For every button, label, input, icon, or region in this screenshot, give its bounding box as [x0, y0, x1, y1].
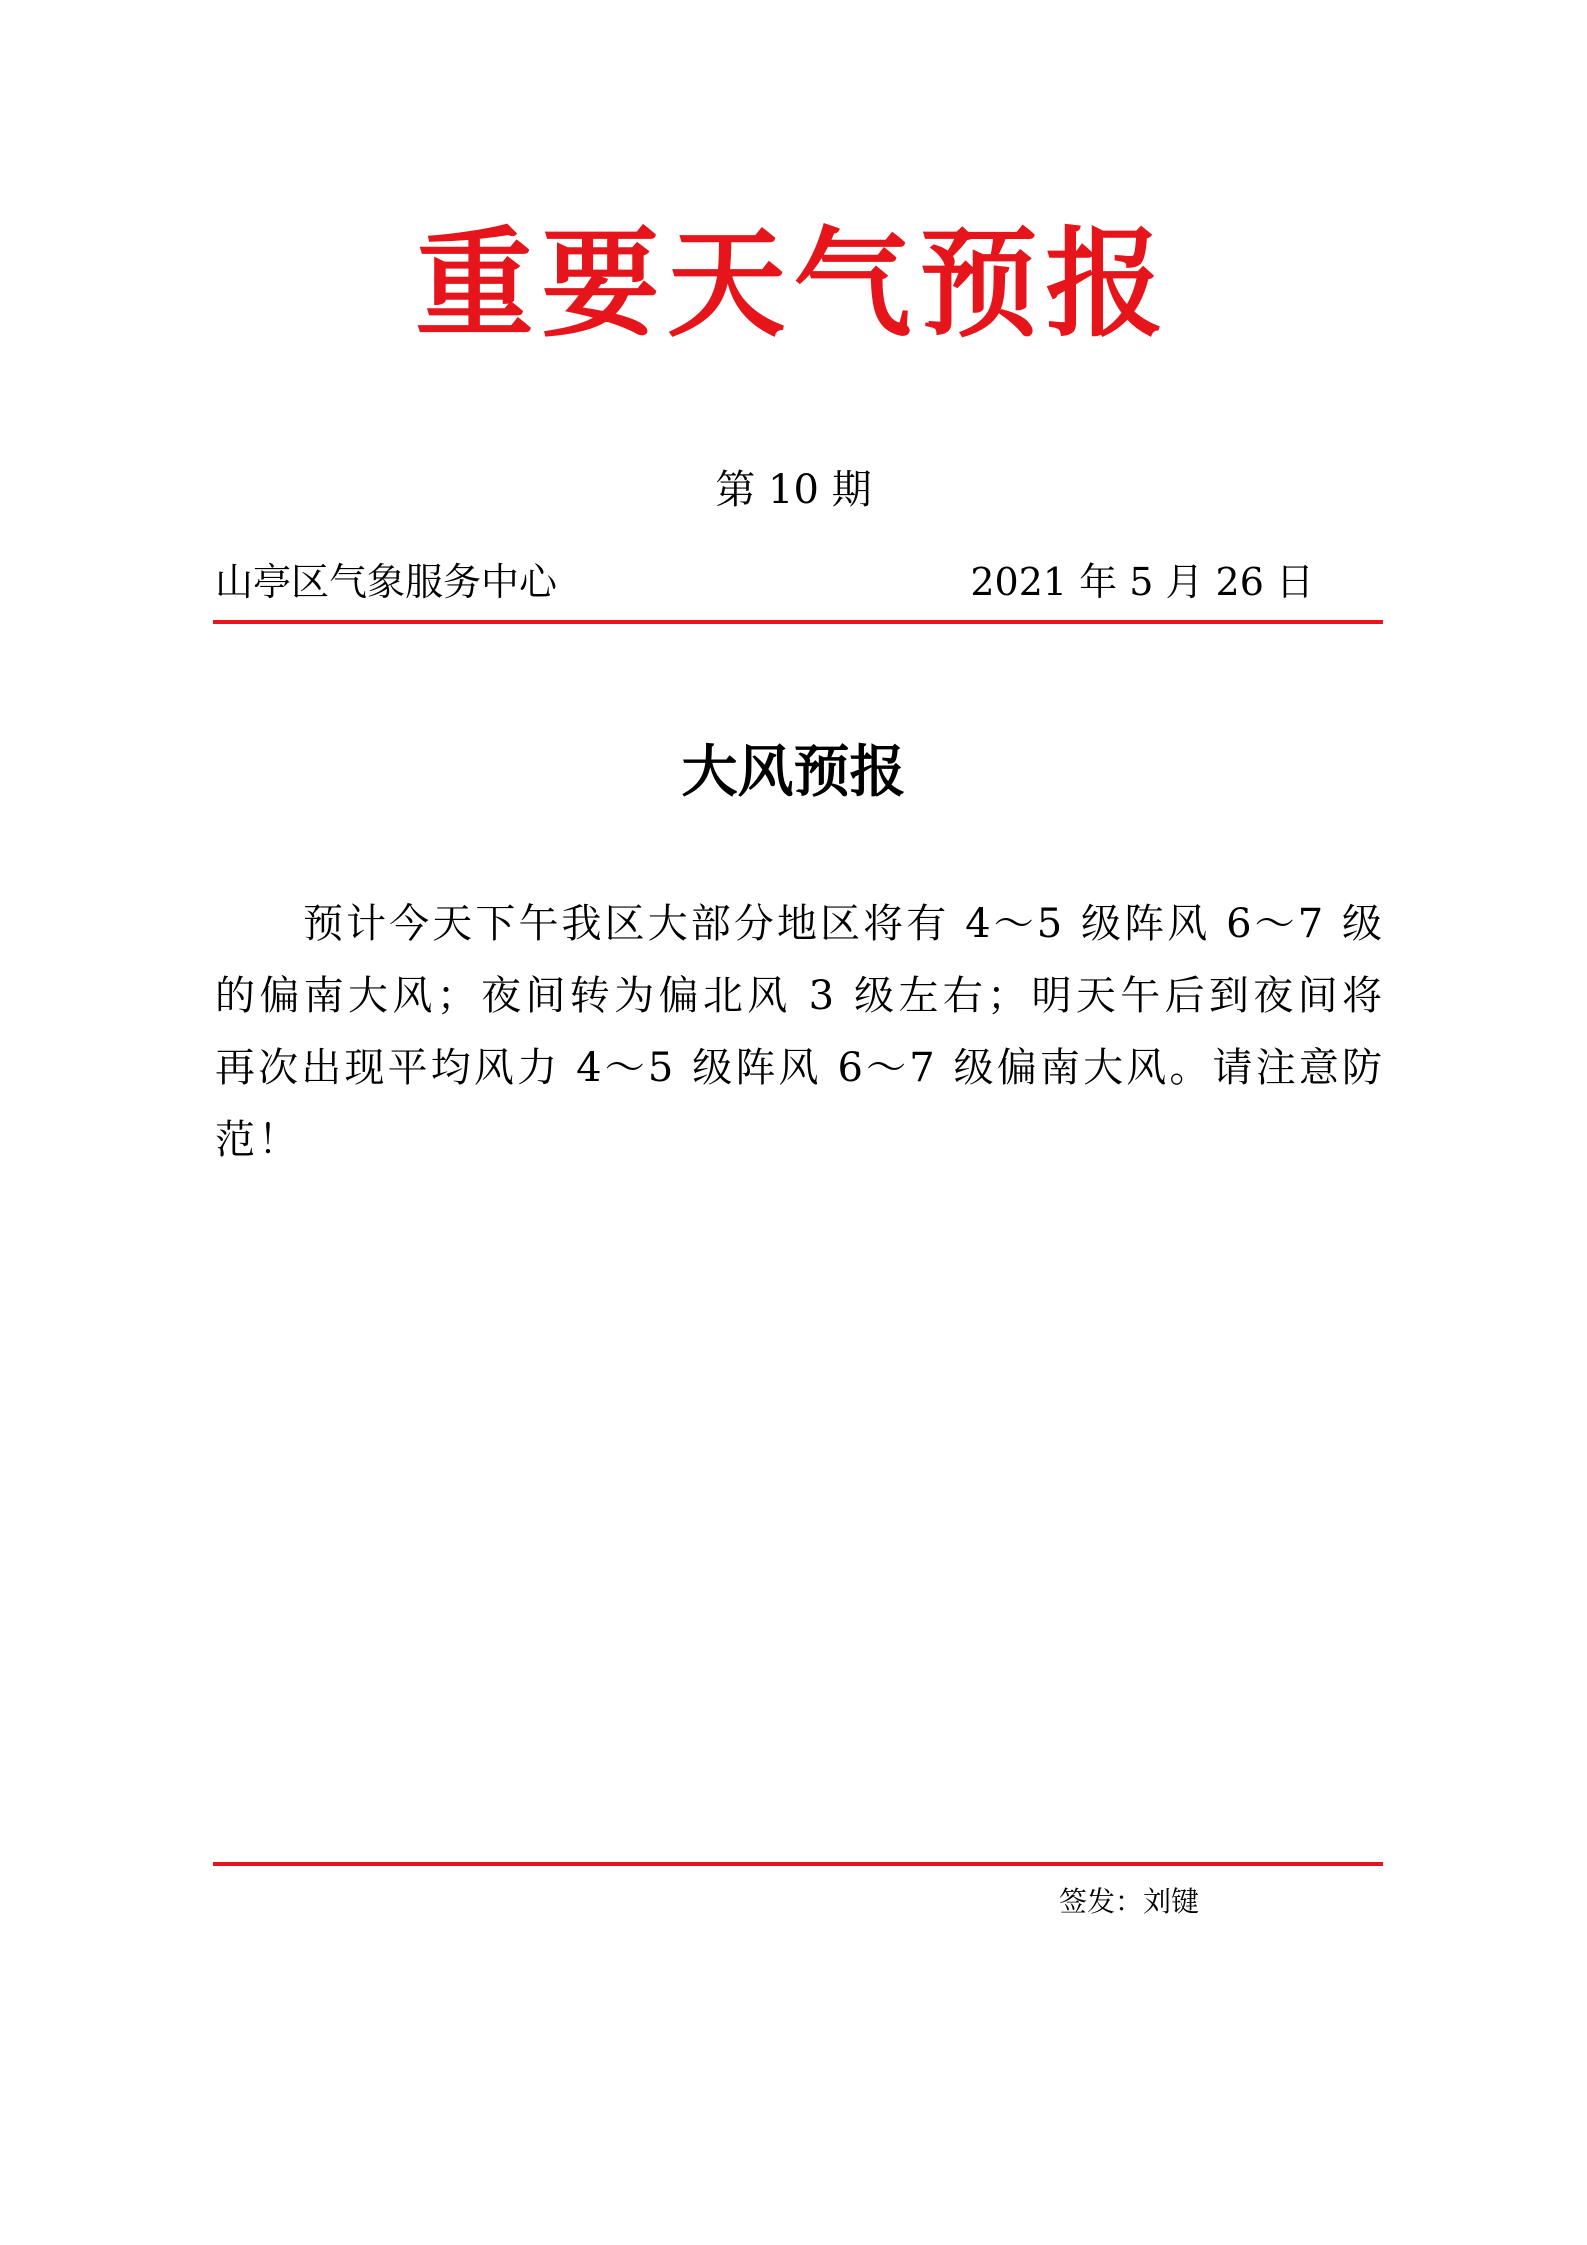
footer-divider	[213, 1862, 1383, 1866]
issue-date: 2021 年 5 月 26 日	[970, 560, 1314, 604]
article-title: 大风预报	[681, 740, 906, 805]
document-header-title: 重要天气预报	[415, 214, 1172, 353]
signoff: 签发：刘键	[1058, 1885, 1199, 1918]
article-body: 预计今天下午我区大部分地区将有 4～5 级阵风 6～7 级的偏南大风；夜间转为偏北风 3 级左右；明天午后到夜间将再次出现平均风力 4～5 级阵风 6～7 级偏南大风。请注意防范！	[215, 901, 1385, 1163]
issue-number: 第 10 期	[715, 467, 872, 513]
header-divider	[213, 620, 1383, 624]
issuer-name: 山亭区气象服务中心	[215, 560, 558, 604]
